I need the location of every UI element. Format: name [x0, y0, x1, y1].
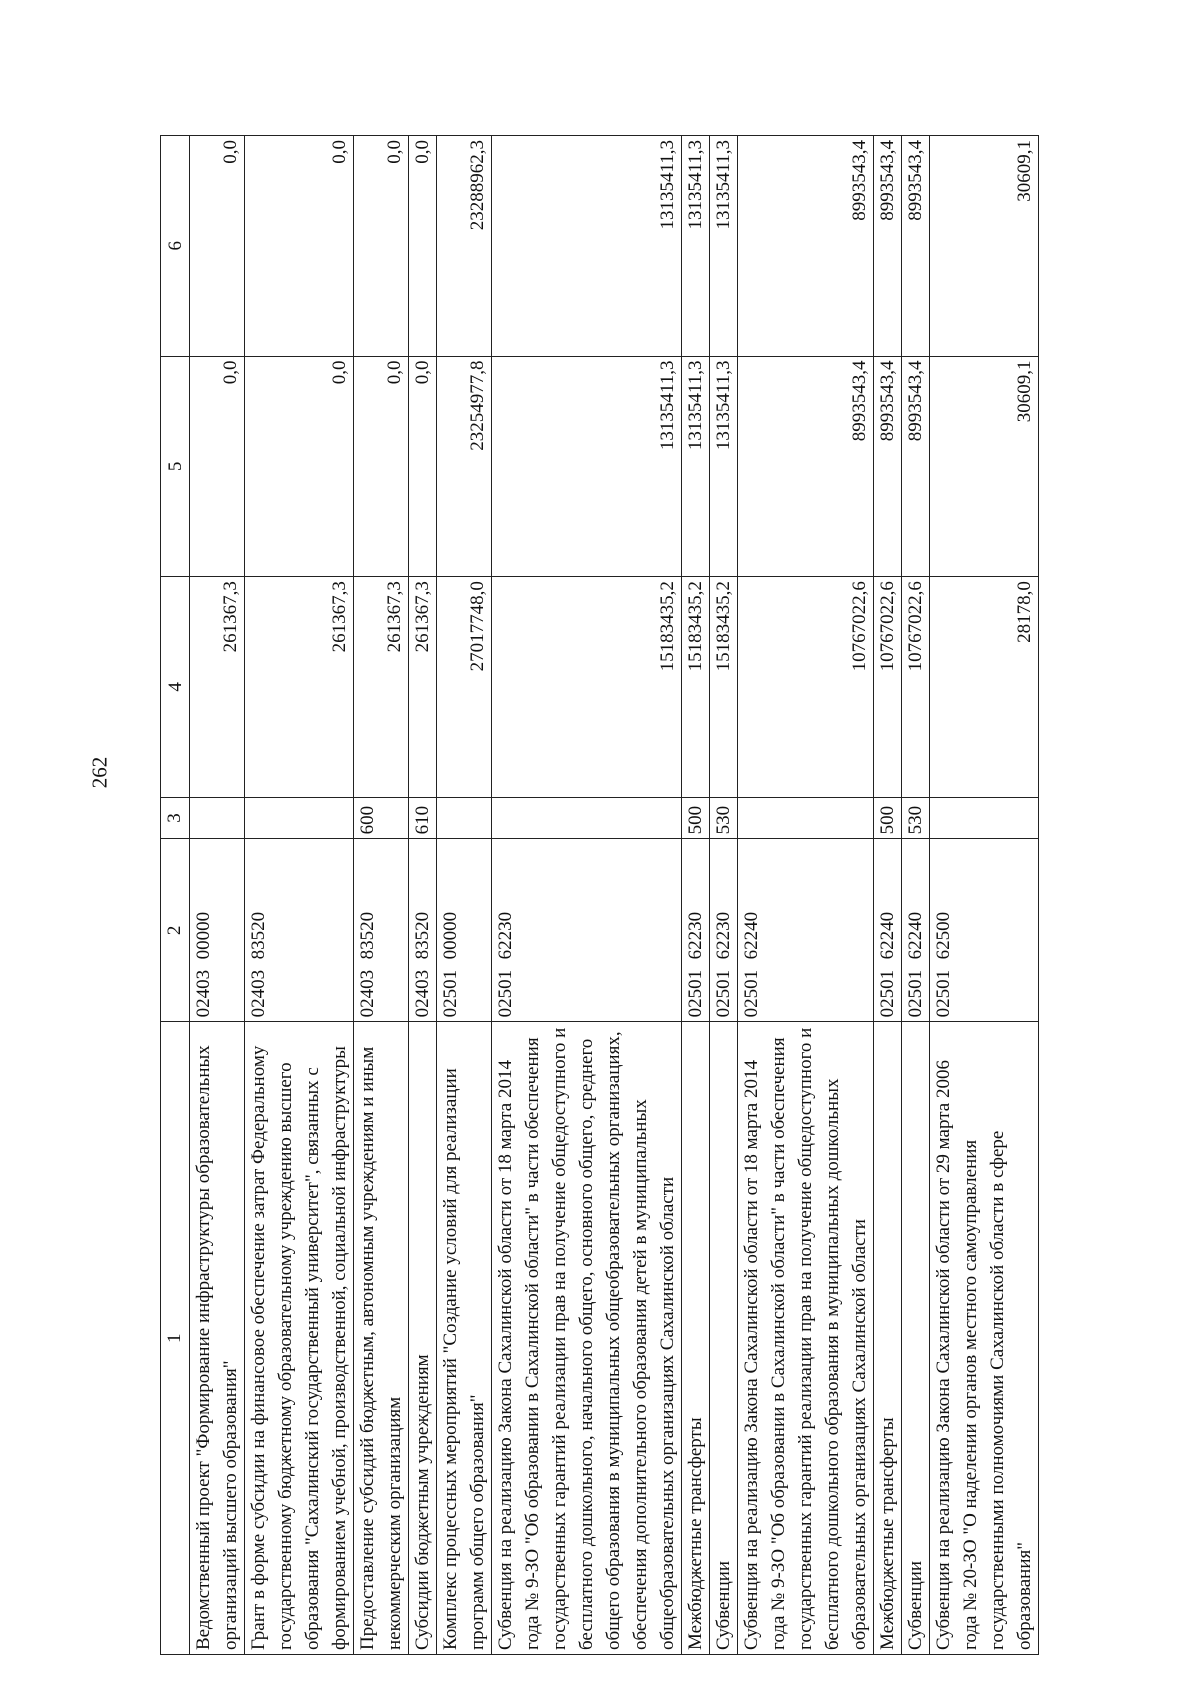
row-code [245, 839, 354, 1022]
row-code-direction: 83520 [357, 911, 378, 960]
row-code-direction: 62230 [713, 911, 734, 960]
row-value-col6: 13135411,3 [682, 136, 710, 357]
header-col-5: 5 [161, 356, 190, 577]
row-code [492, 839, 682, 1022]
row-expense-type [437, 797, 492, 839]
row-code-program: 02501 [933, 969, 954, 1018]
row-code [930, 839, 1039, 1022]
row-value-col6: 0,0 [409, 136, 437, 357]
row-value-col5: 8993543,4 [902, 356, 930, 577]
row-code-program: 02403 [357, 969, 378, 1018]
header-col-4: 4 [161, 577, 190, 798]
row-code [437, 839, 492, 1022]
row-expense-type [245, 797, 354, 839]
row-value-col4: 261367,3 [190, 577, 245, 798]
row-value-col5: 13135411,3 [682, 356, 710, 577]
row-name: Субвенция на реализацию Закона Сахалинской области от 18 марта 2014 года № 9-ЗО "Об образовании в Сахалинской области" в части обеспечения государственных гарантий реализации прав на получение общедоступного и бесплатного дошкольного, начального общего, основного общего, среднего общего образования в муниципальных общеобразовательных организациях, обеспечения дополнительного образования детей в муниципальных общеобразовательных организациях Сахалинской области [492, 1022, 682, 1655]
row-value-col6: 13135411,3 [710, 136, 738, 357]
row-code [682, 839, 710, 1022]
row-code-direction: 00000 [440, 911, 461, 960]
row-name: Субвенция на реализацию Закона Сахалинской области от 18 марта 2014 года № 9-ЗО "Об образовании в Сахалинской области" в части обеспечения государственных гарантий реализации прав на получение общедоступного и бесплатного дошкольного образования в муниципальных дошкольных образовательных организациях Сахалинской области [738, 1022, 874, 1655]
row-value-col4: 10767022,6 [738, 577, 874, 798]
row-code [738, 839, 874, 1022]
row-value-col6: 8993543,4 [874, 136, 902, 357]
row-value-col6: 8993543,4 [902, 136, 930, 357]
row-name: Предоставление субсидий бюджетным, автономным учреждениям и иным некоммерческим организациям [354, 1022, 409, 1655]
row-value-col5: 8993543,4 [874, 356, 902, 577]
table-row [930, 136, 1039, 1655]
row-value-col4: 15183435,2 [682, 577, 710, 798]
page-number: 262 [87, 756, 112, 789]
table-row [902, 136, 930, 1655]
row-code-direction: 62230 [685, 911, 706, 960]
budget-table [160, 135, 1039, 1655]
row-code-direction: 83520 [248, 911, 269, 960]
row-value-col4: 261367,3 [409, 577, 437, 798]
row-code-program: 02501 [905, 969, 926, 1018]
row-value-col4: 261367,3 [245, 577, 354, 798]
row-value-col5: 0,0 [354, 356, 409, 577]
row-value-col4: 10767022,6 [902, 577, 930, 798]
row-code [902, 839, 930, 1022]
row-name: Межбюджетные трансферты [682, 1022, 710, 1655]
row-expense-type [930, 797, 1039, 839]
row-code-direction: 62240 [905, 911, 926, 960]
row-value-col4: 261367,3 [354, 577, 409, 798]
row-code [409, 839, 437, 1022]
row-expense-type: 500 [874, 797, 902, 839]
row-name: Субвенции [710, 1022, 738, 1655]
row-name: Грант в форме субсидии на финансовое обеспечение затрат Федеральному государственному бюджетному образовательному учреждению высшего образования "Сахалинский государственный университет", связанных с формированием учебной, производственной, социальной инфраструктуры [245, 1022, 354, 1655]
table-row [437, 136, 492, 1655]
row-name: Субвенция на реализацию Закона Сахалинской области от 29 марта 2006 года № 20-ЗО "О наделении органов местного самоуправления государственными полномочиями Сахалинской области в сфере образования" [930, 1022, 1039, 1655]
row-value-col6: 0,0 [190, 136, 245, 357]
row-code-direction: 62230 [495, 911, 516, 960]
row-value-col6: 13135411,3 [492, 136, 682, 357]
table-row [354, 136, 409, 1655]
row-value-col6: 30609,1 [930, 136, 1039, 357]
row-value-col4: 27017748,0 [437, 577, 492, 798]
row-code [710, 839, 738, 1022]
row-value-col4: 10767022,6 [874, 577, 902, 798]
row-value-col6: 8993543,4 [738, 136, 874, 357]
row-value-col5: 0,0 [245, 356, 354, 577]
row-value-col5: 30609,1 [930, 356, 1039, 577]
row-code-program: 02501 [741, 969, 762, 1018]
row-expense-type: 500 [682, 797, 710, 839]
row-code-direction: 00000 [193, 911, 214, 960]
row-value-col4: 15183435,2 [710, 577, 738, 798]
row-code-direction: 62240 [741, 911, 762, 960]
row-expense-type: 610 [409, 797, 437, 839]
row-expense-type [738, 797, 874, 839]
row-code [190, 839, 245, 1022]
row-name: Ведомственный проект "Формирование инфраструктуры образовательных организаций высшего образования" [190, 1022, 245, 1655]
row-code [354, 839, 409, 1022]
row-code-program: 02403 [248, 969, 269, 1018]
table-row [245, 136, 354, 1655]
row-value-col5: 13135411,3 [492, 356, 682, 577]
row-value-col5: 13135411,3 [710, 356, 738, 577]
table-row [682, 136, 710, 1655]
table-row [409, 136, 437, 1655]
table-container [160, 140, 1200, 1655]
row-code-program: 02403 [193, 969, 214, 1018]
row-value-col5: 23254977,8 [437, 356, 492, 577]
row-code-program: 02501 [495, 969, 516, 1018]
row-value-col6: 23288962,3 [437, 136, 492, 357]
row-expense-type: 600 [354, 797, 409, 839]
row-name: Комплекс процессных мероприятий "Создание условий для реализации программ общего образования" [437, 1022, 492, 1655]
header-row [161, 136, 190, 1655]
row-expense-type [492, 797, 682, 839]
row-expense-type [190, 797, 245, 839]
table-row [874, 136, 902, 1655]
row-value-col6: 0,0 [245, 136, 354, 357]
row-code-direction: 83520 [412, 911, 433, 960]
table-row [710, 136, 738, 1655]
row-code-program: 02501 [685, 969, 706, 1018]
row-code [874, 839, 902, 1022]
table-row [492, 136, 682, 1655]
row-value-col6: 0,0 [354, 136, 409, 357]
row-expense-type: 530 [710, 797, 738, 839]
header-col-2: 2 [161, 839, 190, 1022]
header-col-3: 3 [161, 797, 190, 839]
row-name: Субвенции [902, 1022, 930, 1655]
row-code-direction: 62240 [877, 911, 898, 960]
row-code-program: 02403 [412, 969, 433, 1018]
row-value-col4: 15183435,2 [492, 577, 682, 798]
row-code-direction: 62500 [933, 911, 954, 960]
table-body [190, 136, 1039, 1655]
row-value-col5: 8993543,4 [738, 356, 874, 577]
row-name: Субсидии бюджетным учреждениям [409, 1022, 437, 1655]
row-code-program: 02501 [713, 969, 734, 1018]
header-col-6: 6 [161, 136, 190, 357]
row-value-col4: 28178,0 [930, 577, 1039, 798]
row-expense-type: 530 [902, 797, 930, 839]
header-col-1: 1 [161, 1022, 190, 1655]
row-name: Межбюджетные трансферты [874, 1022, 902, 1655]
row-value-col5: 0,0 [409, 356, 437, 577]
row-value-col5: 0,0 [190, 356, 245, 577]
table-row [738, 136, 874, 1655]
row-code-program: 02501 [440, 969, 461, 1018]
table-row [190, 136, 245, 1655]
row-code-program: 02501 [877, 969, 898, 1018]
